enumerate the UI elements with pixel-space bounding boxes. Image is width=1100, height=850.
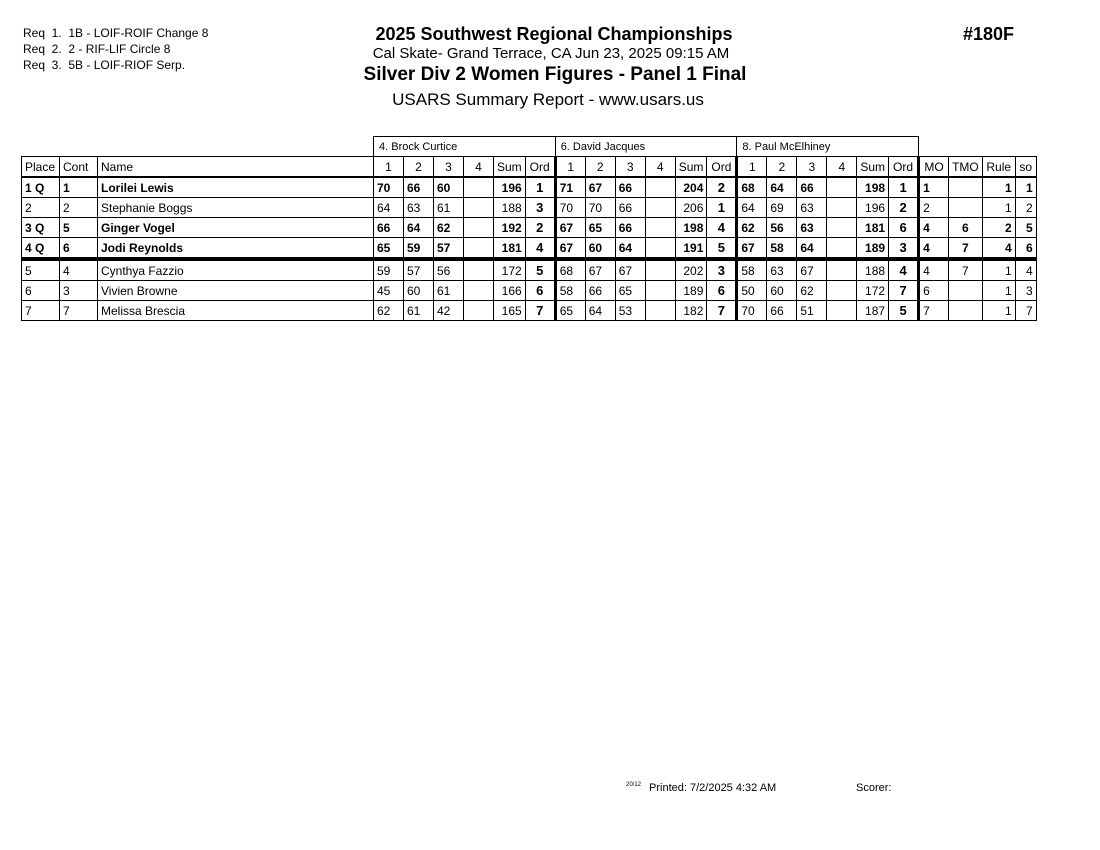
score-cell: 63 — [797, 218, 827, 238]
score-cell: 66 — [615, 177, 645, 198]
score-cell: 70 — [585, 198, 615, 218]
col-header-sum: Sum — [494, 157, 526, 178]
score-cell — [827, 259, 857, 281]
ordinal-value: 1 — [717, 200, 725, 215]
score-cell: 61 — [404, 301, 434, 321]
ordinal-cell — [707, 238, 737, 260]
score-cell: 62 — [434, 218, 464, 238]
score-cell: 67 — [615, 259, 645, 281]
rule-cell: 1 — [982, 301, 1015, 321]
sum-cell: 202 — [675, 259, 707, 281]
col-header-rule: Rule — [982, 157, 1015, 178]
ordinal-cell — [707, 259, 737, 281]
score-cell — [827, 218, 857, 238]
rule-cell: 4 — [982, 238, 1015, 260]
tmo-cell — [949, 301, 983, 321]
score-cell: 66 — [615, 218, 645, 238]
cont-cell: 2 — [60, 198, 98, 218]
so-cell: 1 — [1015, 177, 1036, 198]
score-cell: 64 — [404, 218, 434, 238]
score-cell: 60 — [404, 281, 434, 301]
score-cell: 71 — [555, 177, 585, 198]
place-cell: 6 — [22, 281, 60, 301]
score-cell: 60 — [434, 177, 464, 198]
score-cell — [464, 259, 494, 281]
so-cell: 4 — [1015, 259, 1036, 281]
score-cell: 62 — [374, 301, 404, 321]
rule-cell: 1 — [982, 259, 1015, 281]
score-cell — [464, 177, 494, 198]
sum-cell: 188 — [494, 198, 526, 218]
ordinal-value: 3 — [717, 263, 725, 278]
score-cell: 58 — [767, 238, 797, 260]
col-header-cont: Cont — [60, 157, 98, 178]
score-cell: 65 — [585, 218, 615, 238]
score-cell: 64 — [797, 238, 827, 260]
so-cell: 7 — [1015, 301, 1036, 321]
score-cell — [827, 281, 857, 301]
score-cell: 64 — [585, 301, 615, 321]
score-cell: 67 — [555, 238, 585, 260]
col-header-sum: Sum — [857, 157, 889, 178]
col-header-score: 3 — [434, 157, 464, 178]
event-title: Silver Div 2 Women Figures - Panel 1 Final — [363, 64, 747, 85]
score-cell: 70 — [555, 198, 585, 218]
ordinal-value: 4 — [536, 240, 544, 255]
ordinal-value: 6 — [536, 283, 544, 298]
score-cell: 64 — [737, 198, 767, 218]
tmo-cell: 6 — [949, 218, 983, 238]
score-cell: 70 — [374, 177, 404, 198]
col-header-place: Place — [22, 157, 60, 178]
score-cell — [645, 301, 675, 321]
sum-cell: 187 — [857, 301, 889, 321]
scorer-label: Scorer: — [856, 782, 892, 794]
mo-cell: 4 — [919, 259, 949, 281]
skater-name: Jodi Reynolds — [98, 238, 374, 260]
ordinal-value: 6 — [899, 220, 907, 235]
cont-cell: 5 — [60, 218, 98, 238]
col-header-score: 2 — [404, 157, 434, 178]
tmo-cell — [949, 198, 983, 218]
score-cell: 42 — [434, 301, 464, 321]
sum-cell: 189 — [857, 238, 889, 260]
mo-cell: 4 — [919, 238, 949, 260]
score-cell: 63 — [404, 198, 434, 218]
tmo-cell — [949, 281, 983, 301]
score-cell: 57 — [404, 259, 434, 281]
score-cell — [827, 301, 857, 321]
ordinal-cell — [707, 177, 737, 198]
score-cell: 51 — [797, 301, 827, 321]
score-cell: 53 — [615, 301, 645, 321]
table-row — [22, 198, 1037, 218]
score-cell: 64 — [767, 177, 797, 198]
ordinal-value: 7 — [717, 303, 725, 318]
mo-cell: 4 — [919, 218, 949, 238]
table-row — [22, 301, 1037, 321]
score-cell: 65 — [555, 301, 585, 321]
score-cell: 63 — [797, 198, 827, 218]
ordinal-cell — [525, 259, 555, 281]
col-header-score: 1 — [374, 157, 404, 178]
sum-cell: 166 — [494, 281, 526, 301]
col-header-score: 1 — [737, 157, 767, 178]
score-cell: 67 — [797, 259, 827, 281]
so-cell: 2 — [1015, 198, 1036, 218]
score-cell: 66 — [767, 301, 797, 321]
score-cell — [827, 238, 857, 260]
score-cell: 64 — [374, 198, 404, 218]
col-header-score: 4 — [645, 157, 675, 178]
score-cell: 58 — [737, 259, 767, 281]
score-cell — [464, 281, 494, 301]
score-cell: 57 — [434, 238, 464, 260]
venue-date: Cal Skate- Grand Terrace, CA Jun 23, 2025 09:15 AM — [372, 45, 730, 62]
ordinal-value: 3 — [536, 200, 544, 215]
score-cell: 45 — [374, 281, 404, 301]
sum-cell: 198 — [857, 177, 889, 198]
results-body — [22, 177, 1037, 321]
ordinal-cell — [525, 301, 555, 321]
score-cell — [645, 177, 675, 198]
table-row — [22, 218, 1037, 238]
report-title: USARS Summary Report - www.usars.us — [392, 90, 704, 109]
sum-cell: 172 — [494, 259, 526, 281]
score-cell — [464, 198, 494, 218]
score-cell: 59 — [374, 259, 404, 281]
score-cell: 62 — [737, 218, 767, 238]
col-header-name: Name — [98, 157, 374, 178]
score-cell: 56 — [767, 218, 797, 238]
score-cell: 60 — [585, 238, 615, 260]
judge-1-name: 4. Brock Curtice — [374, 137, 556, 157]
ordinal-value: 2 — [536, 220, 544, 235]
ordinal-value: 5 — [536, 263, 544, 278]
score-cell: 66 — [374, 218, 404, 238]
mo-cell: 2 — [919, 198, 949, 218]
skater-name: Vivien Browne — [98, 281, 374, 301]
col-header-ord: Ord — [889, 157, 919, 178]
score-cell: 66 — [615, 198, 645, 218]
col-header-score: 1 — [555, 157, 585, 178]
skater-name: Melissa Brescia — [98, 301, 374, 321]
score-cell: 58 — [555, 281, 585, 301]
ordinal-value: 2 — [899, 200, 907, 215]
score-cell — [645, 259, 675, 281]
rule-cell: 2 — [982, 218, 1015, 238]
score-cell: 56 — [434, 259, 464, 281]
sum-cell: 206 — [675, 198, 707, 218]
ordinal-cell — [889, 259, 919, 281]
rule-cell: 1 — [982, 177, 1015, 198]
sum-cell: 188 — [857, 259, 889, 281]
mo-cell: 7 — [919, 301, 949, 321]
score-cell — [827, 198, 857, 218]
sum-cell: 198 — [675, 218, 707, 238]
cont-cell: 7 — [60, 301, 98, 321]
col-header-score: 3 — [615, 157, 645, 178]
place-cell: 1 Q — [22, 177, 60, 198]
judge-2-name: 6. David Jacques — [555, 137, 737, 157]
so-cell: 6 — [1015, 238, 1036, 260]
tmo-cell — [949, 177, 983, 198]
col-header-score: 4 — [464, 157, 494, 178]
score-cell: 65 — [615, 281, 645, 301]
score-cell — [645, 218, 675, 238]
tmo-cell: 7 — [949, 238, 983, 260]
score-cell — [827, 177, 857, 198]
ordinal-cell — [707, 281, 737, 301]
requirement-1: Req 1. 1B - LOIF-ROIF Change 8 — [23, 26, 209, 40]
score-cell: 67 — [737, 238, 767, 260]
ordinal-value: 5 — [899, 303, 907, 318]
score-cell: 61 — [434, 198, 464, 218]
score-cell — [645, 281, 675, 301]
score-cell: 66 — [585, 281, 615, 301]
sum-cell: 189 — [675, 281, 707, 301]
report-code: 20/12 — [626, 782, 642, 788]
cont-cell: 1 — [60, 177, 98, 198]
ordinal-cell — [889, 281, 919, 301]
col-header-so: so — [1015, 157, 1036, 178]
place-cell: 2 — [22, 198, 60, 218]
score-cell: 66 — [404, 177, 434, 198]
ordinal-value: 3 — [899, 240, 907, 255]
requirement-3: Req 3. 5B - LOIF-RIOF Serp. — [23, 58, 186, 72]
col-header-mo: MO — [919, 157, 949, 178]
ordinal-value: 6 — [717, 283, 725, 298]
rule-cell: 1 — [982, 198, 1015, 218]
score-cell: 70 — [737, 301, 767, 321]
ordinal-cell — [889, 301, 919, 321]
col-header-score: 4 — [827, 157, 857, 178]
score-cell — [645, 238, 675, 260]
so-cell: 5 — [1015, 218, 1036, 238]
so-cell: 3 — [1015, 281, 1036, 301]
score-cell: 67 — [585, 259, 615, 281]
place-cell: 4 Q — [22, 238, 60, 260]
results-table — [21, 136, 1037, 321]
score-cell: 63 — [767, 259, 797, 281]
skater-name: Ginger Vogel — [98, 218, 374, 238]
ordinal-cell — [525, 198, 555, 218]
place-cell: 3 Q — [22, 218, 60, 238]
ordinal-value: 4 — [899, 263, 907, 278]
skater-name: Lorilei Lewis — [98, 177, 374, 198]
mo-cell: 1 — [919, 177, 949, 198]
cont-cell: 4 — [60, 259, 98, 281]
sum-cell: 182 — [675, 301, 707, 321]
ordinal-value: 5 — [717, 240, 725, 255]
cont-cell: 6 — [60, 238, 98, 260]
score-cell: 67 — [555, 218, 585, 238]
col-header-sum: Sum — [675, 157, 707, 178]
place-cell: 5 — [22, 259, 60, 281]
ordinal-value: 7 — [899, 283, 907, 298]
sum-cell: 204 — [675, 177, 707, 198]
ordinal-cell — [525, 238, 555, 260]
sum-cell: 191 — [675, 238, 707, 260]
ordinal-cell — [889, 198, 919, 218]
sum-cell: 165 — [494, 301, 526, 321]
sum-cell: 172 — [857, 281, 889, 301]
tmo-cell: 7 — [949, 259, 983, 281]
score-cell: 68 — [737, 177, 767, 198]
table-row — [22, 238, 1037, 260]
col-header-ord: Ord — [525, 157, 555, 178]
ordinal-value: 7 — [536, 303, 544, 318]
ordinal-cell — [889, 177, 919, 198]
score-cell — [645, 198, 675, 218]
sum-cell: 181 — [857, 218, 889, 238]
ordinal-cell — [525, 177, 555, 198]
rule-cell: 1 — [982, 281, 1015, 301]
col-header-score: 3 — [797, 157, 827, 178]
place-cell: 7 — [22, 301, 60, 321]
column-headers — [22, 157, 1037, 178]
requirement-2: Req 2. 2 - RIF-LIF Circle 8 — [23, 42, 171, 56]
judge-3-name: 8. Paul McElhiney — [737, 137, 919, 157]
ordinal-cell — [707, 198, 737, 218]
ordinal-value: 1 — [899, 180, 907, 195]
col-header-score: 2 — [767, 157, 797, 178]
ordinal-cell — [525, 281, 555, 301]
ordinal-value: 4 — [717, 220, 725, 235]
event-number: #180F — [963, 24, 1015, 44]
score-cell: 68 — [555, 259, 585, 281]
ordinal-value: 2 — [717, 180, 725, 195]
skater-name: Cynthya Fazzio — [98, 259, 374, 281]
col-header-ord: Ord — [707, 157, 737, 178]
table-row — [22, 281, 1037, 301]
score-cell — [464, 301, 494, 321]
score-cell: 65 — [374, 238, 404, 260]
ordinal-value: 1 — [536, 180, 544, 195]
score-cell: 62 — [797, 281, 827, 301]
ordinal-cell — [889, 218, 919, 238]
col-header-score: 2 — [585, 157, 615, 178]
table-row — [22, 177, 1037, 198]
print-info — [626, 782, 776, 794]
skater-name: Stephanie Boggs — [98, 198, 374, 218]
judges-row — [22, 137, 1037, 157]
score-cell: 64 — [615, 238, 645, 260]
ordinal-cell — [889, 238, 919, 260]
mo-cell: 6 — [919, 281, 949, 301]
cont-cell: 3 — [60, 281, 98, 301]
col-header-tmo: TMO — [949, 157, 983, 178]
printed-timestamp: Printed: 7/2/2025 4:32 AM — [649, 782, 777, 794]
score-cell: 67 — [585, 177, 615, 198]
sum-cell: 181 — [494, 238, 526, 260]
score-cell: 50 — [737, 281, 767, 301]
ordinal-cell — [707, 301, 737, 321]
competition-title: 2025 Southwest Regional Championships — [375, 24, 733, 44]
table-row — [22, 259, 1037, 281]
score-cell: 61 — [434, 281, 464, 301]
score-cell — [464, 238, 494, 260]
score-cell: 66 — [797, 177, 827, 198]
sum-cell: 196 — [857, 198, 889, 218]
sum-cell: 196 — [494, 177, 526, 198]
sum-cell: 192 — [494, 218, 526, 238]
score-cell — [464, 218, 494, 238]
score-cell: 69 — [767, 198, 797, 218]
score-cell: 60 — [767, 281, 797, 301]
ordinal-cell — [525, 218, 555, 238]
ordinal-cell — [707, 218, 737, 238]
score-cell: 59 — [404, 238, 434, 260]
